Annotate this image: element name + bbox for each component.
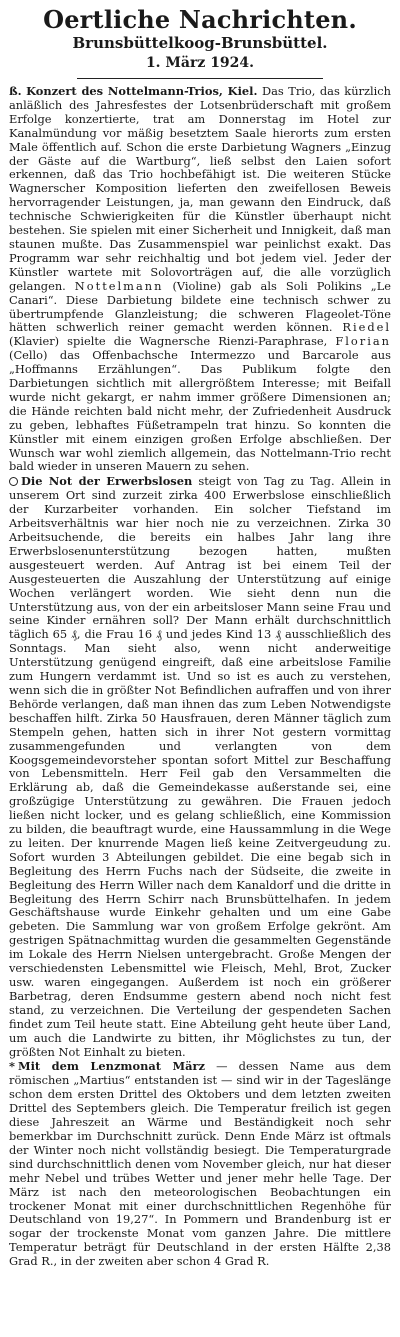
section-title: Oertliche Nachrichten. <box>43 5 357 34</box>
article-text: (Cello) das Offenbachsche Intermezzo und Barcarole aus „Hoffmanns Erzählungen“. Das Publikum folgte den Darbietungen sichtlich mit allergrößtem Interesse; mit Beifall wurde nicht gekargt, er nahm immer größere Dimensionen an; die Hände reichten bald nicht mehr, der Zufriedenheit Ausdruck zu geben, lebhaftes Füßetrampeln trat hinzu. So konnten die Künstler mit einem einzigen großen Erfolge abschließen. Der Wunsch war wohl ziemlich allgemein, das Nottelmann-Trio recht bald wieder in unseren Mauern zu sehen. <box>9 348 391 474</box>
article-concert <box>9 85 391 474</box>
article-headline: Mit dem Lenzmonat März <box>17 1059 205 1074</box>
article-headline: Konzert des Nottelmann-Trios, Kiel. <box>26 84 258 98</box>
circle-bullet-icon <box>9 477 18 486</box>
masthead <box>9 6 391 79</box>
article-text: steigt von Tag zu Tag. Allein in unserem Ort sind zurzeit zirka 400 Erwerbslose einschließlich der Kurzarbeiter vorhanden. Ein solcher Tiefstand im Arbeitsverhältnis war hier noch nie zu verzeichnen. Zirka 30 Arbeitsuchende, die bereits ein halbes Jahr lang ihre Erwerbslosenunterstützung bezogen hatten, mußten ausgesteuert werden. Auf Antrag ist bei einem Teil der Ausgesteuerten die Auszahlung der Unterstützung auf einige Wochen verlängert worden. Wie sieht denn nun die Unterstützung aus, von der ein arbeitsloser Mann seine Frau und seine Kinder ernähren soll? Der Mann erhält durchschnittlich täglich 65 ₰, die Frau 16 ₰ und jedes Kind 13 ₰ ausschließlich des Sonntags. Man sieht also, wenn nicht anderweitige Unterstützung genügend eingreift, daß eine arbeitslose Familie zum Hungern verdammt ist. Und so ist es auch zu verstehen, wenn sich die in größter Not Befindlichen aufraffen und von ihrer Behörde verlangen, daß man ihnen das zum Leben Notwendigste beschaffen hilft. Zirka 50 Hausfrauen, deren Männer täglich zum Stempeln gehen, hatten sich in ihrer Not gestern vormittag zusammengefunden und verlangten von dem Koogsgemeindevorsteher spontan sofort Mittel zur Beschaffung von Lebensmitteln. Herr Feil gab den Versammelten die Erklärung ab, daß die Gemeindekasse außerstande sei, eine großzügige Unterstützung zu gewähren. Die Frauen jedoch ließen nicht locker, und es gelang schließlich, eine Kommission zu bilden, die beauftragt wurde, eine Haussammlung in die Wege zu leiten. Der knurrende Magen ließ keine Zeitvergeudung zu. Sofort wurden 3 Abteilungen gebildet. Die eine begab sich in Begleitung des Herrn Fuchs nach der Südseite, die zweite in Begleitung des Herrn Willer nach dem Kanaldorf und die dritte in Begleitung des Herrn Schirr nach Brunsbüttelhafen. In jedem Geschäftshause wurde Einkehr gehalten und um eine Gabe gebeten. Die Sammlung war von großem Erfolge gekrönt. Am gestrigen Spätnachmittag wurden die gesammelten Gegenstände im Lokale des Herrn Nielsen untergebracht. Große Mengen der verschiedensten Lebensmittel wie Fleisch, Mehl, Brot, Zucker usw. waren eingegangen. Außerdem ist noch ein größerer Barbetrag, deren Endsumme gestern abend noch nicht fest stand, zu verzeichnen. Die Verteilung der gespendeten Sachen findet zum Teil heute statt. Eine Abteilung geht heute über Land, um auch die Landwirte zu bitten, ihr Möglichstes zu tun, der größten Not Einhalt zu bieten. <box>9 474 391 1059</box>
issue-date: 1. März 1924. <box>145 55 255 71</box>
place-heading: Brunsbüttelkoog-Brunsbüttel. <box>72 34 328 52</box>
article-unemployed <box>9 475 391 1059</box>
article-march <box>9 1060 391 1269</box>
article-text: — dessen Name aus dem römischen „Martius“ entstanden ist — sind wir in der Tageslänge schon dem ersten Drittel des Oktobers und dem letzten zweiten Drittel des Septembers gleich. Die Temperatur freilich ist gegen diese Jahreszeit an Wärme und Beständigkeit noch sehr bemerkbar im Durchschnitt zurück. Denn Ende März ist oftmals der Winter noch nicht vollständig besiegt. Die Temperaturgrade sind durchschnittlich denen vom November gleich, nur hat dieser mehr Nebel und trübes Wetter und jener mehr helle Tage. Der März ist nach den meteorologischen Beobachtungen ein trockener Monat mit einer durchschnittlichen Regenhöhe für Deutschland von 19,27“. In Pommern und Brandenburg ist er sogar der trockenste Monat vom ganzen Jahre. Die mittlere Temperatur beträgt für Deutschland in der ersten Hälfte 2,38 Grad R., in der zweiten aber schon 4 Grad R. <box>9 1059 391 1269</box>
article-text: (Klavier) spielte die Wagnersche Rienzi-Paraphrase, <box>9 334 328 349</box>
article-marker: ß. <box>9 84 22 98</box>
article-headline: Die Not der Erwerbslosen <box>21 474 193 489</box>
masthead-divider <box>77 78 323 79</box>
article-text: (Violine) gab als Soli Polikins „Le Canari“. Diese Darbietung bildete eine technisch schwer zu übertrumpfende Glanzleistung; die schweren Flageolet-Töne hätten schwerlich reiner gemacht werden können. <box>9 278 392 335</box>
article-marker: * <box>9 1059 15 1074</box>
performer-name: Florian <box>335 334 391 349</box>
article-text: Das Trio, das kürzlich anläßlich des Jahresfestes der Lotsenbrüderschaft mit großem Erfolge konzertierte, trat am Donnerstag im Hotel zur Kanalmündung vor mäßig besetztem Saale hierorts zum ersten Male öffentlich auf. Schon die erste Darbietung Wagners „Einzug der Gäste auf die Wartburg“, ließ selbst den Laien sofort erkennen, daß das Trio hochbefähigt ist. Die weiteren Stücke Wagnerscher Komposition lieferten den zweifellosen Beweis hervorragender Leistungen, ja, man gewann den Eindruck, daß technische Schwierigkeiten für die Künstler überhaupt nicht bestehen. Sie spielen mit einer Sicherheit und Innigkeit, daß man staunen mußte. Das Zusammenspiel war peinlichst exakt. Das Programm war sehr reichhaltig und bot jedem viel. Jeder der Künstler wartete mit Solovorträgen auf, die alle vorzüglich gelangen. <box>9 84 391 293</box>
performer-name: Riedel <box>342 320 392 335</box>
performer-name: Nottelmann <box>74 278 164 293</box>
